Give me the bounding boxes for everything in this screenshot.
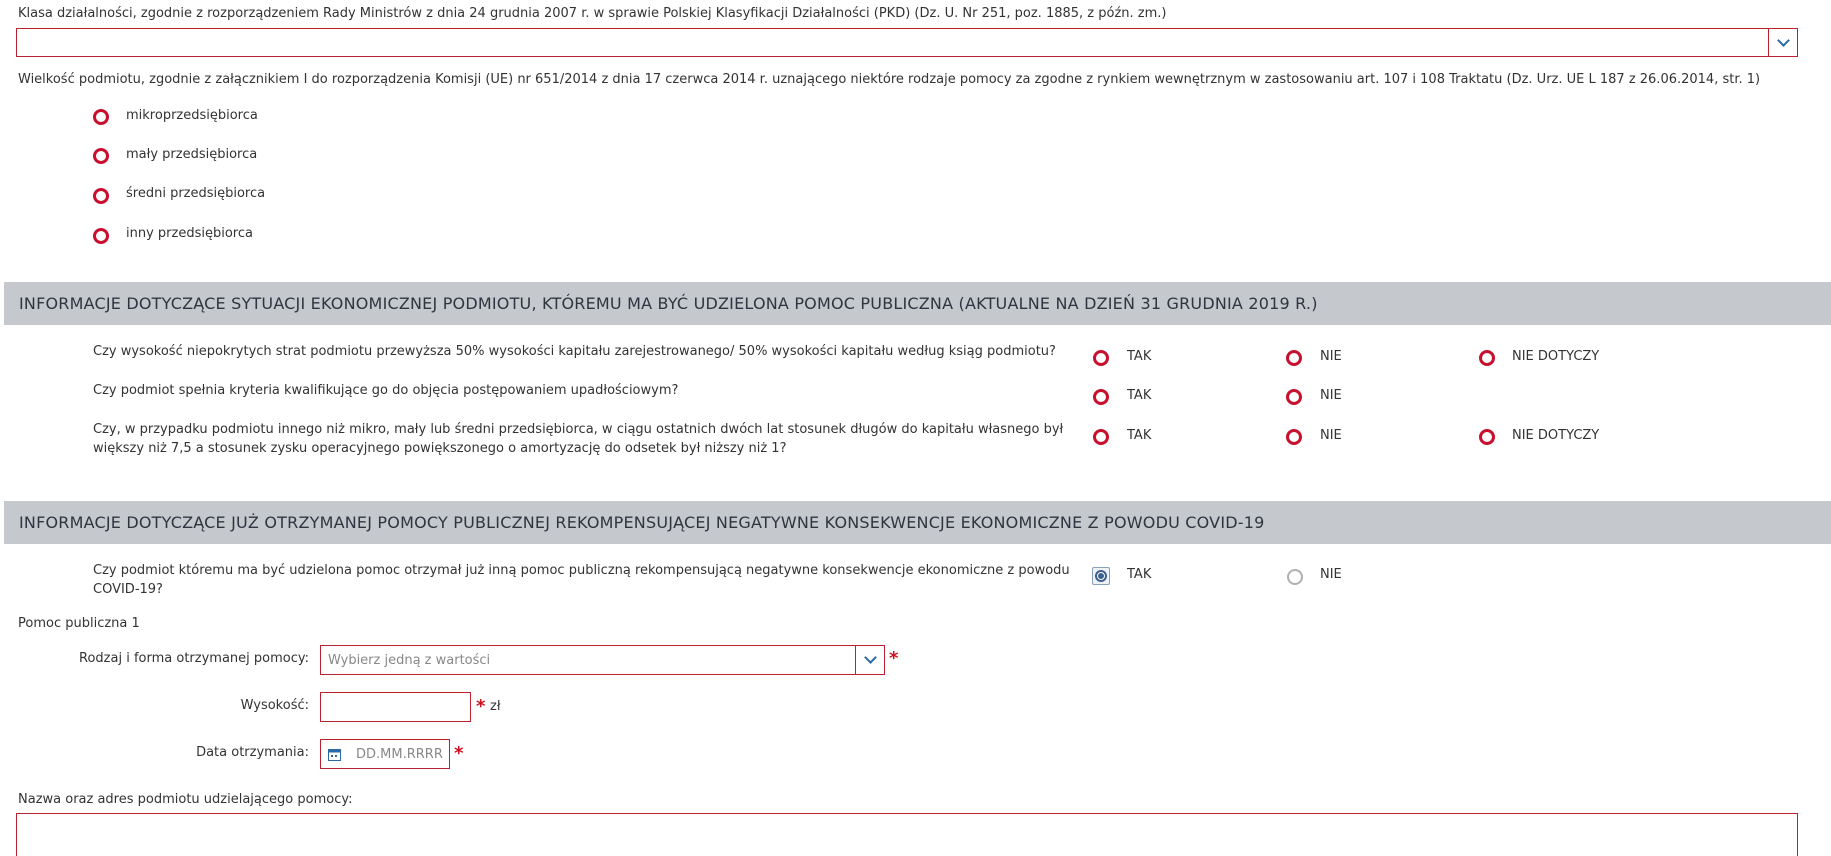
radio-q2-tak[interactable]	[1093, 389, 1109, 405]
aid-type-placeholder: Wybierz jedną z wartości	[328, 653, 491, 668]
radio-q1-nie[interactable]	[1286, 350, 1302, 366]
pkd-label: Klasa działalności, zgodnie z rozporządzeniem Rady Ministrów z dnia 24 grudnia 2007 r. w sprawie Polskiej Klasyfikacji Działalności (PKD) (Dz. U. Nr 251, poz. 1885, z późn. zm.)	[18, 6, 1167, 21]
grantor-label: Nazwa oraz adres podmiotu udzielającego pomocy:	[18, 792, 353, 807]
option-small-label: mały przedsiębiorca	[126, 147, 258, 162]
aid-date-input[interactable]	[320, 739, 450, 769]
radio-small[interactable]	[93, 148, 109, 164]
aid-heading: Pomoc publiczna 1	[18, 616, 140, 631]
radio-q1-nie-dotyczy[interactable]	[1479, 350, 1495, 366]
question-debt-ratio-line2: większy niż 7,5 a stosunek zysku operacyjnego powiększonego o amortyzację do odsetek był niższy niż 1?	[93, 441, 787, 456]
size-label: Wielkość podmiotu, zgodnie z załącznikiem I do rozporządzenia Komisji (UE) nr 651/2014 z dnia 17 czerwca 2014 r. uznającego niektóre rodzaje pomocy za zgodne z rynkiem wewnętrznym w zastosowaniu art. 107 i 108 Traktatu (Dz. Urz. UE L 187 z 26.06.2014, str. 1)	[18, 72, 1761, 87]
radio-received-aid-nie[interactable]	[1287, 569, 1303, 585]
question-received-aid-line2: COVID-19?	[93, 582, 163, 597]
required-marker: *	[476, 696, 486, 717]
radio-q3-nie[interactable]	[1286, 429, 1302, 445]
aid-date-placeholder: DD.MM.RRRR	[356, 747, 443, 762]
radio-q3-tak[interactable]	[1093, 429, 1109, 445]
question-losses: Czy wysokość niepokrytych strat podmiotu przewyższa 50% wysokości kapitału zarejestrowanego/ 50% wysokości kapitału według ksiąg podmiotu?	[93, 344, 1056, 359]
radio-micro[interactable]	[93, 109, 109, 125]
chevron-down-icon[interactable]	[1768, 29, 1797, 56]
q1-nie-dotyczy-label: NIE DOTYCZY	[1512, 349, 1600, 364]
q2-tak-label: TAK	[1127, 388, 1152, 403]
section-received-aid-title: INFORMACJE DOTYCZĄCE JUŻ OTRZYMANEJ POMOCY PUBLICZNEJ REKOMPENSUJĄCEJ NEGATYWNE KONSEKWENCJE EKONOMICZNE Z POWODU COVID-19	[19, 513, 1265, 532]
section-economic-situation-title: INFORMACJE DOTYCZĄCE SYTUACJI EKONOMICZNEJ PODMIOTU, KTÓREMU MA BYĆ UDZIELONA POMOC PUBLICZNA (AKTUALNE NA DZIEŃ 31 GRUDNIA 2019 R.)	[19, 294, 1318, 313]
q2-nie-label: NIE	[1320, 388, 1342, 403]
q1-tak-label: TAK	[1127, 349, 1152, 364]
q1-nie-label: NIE	[1320, 349, 1342, 364]
aid-type-label: Rodzaj i forma otrzymanej pomocy:	[79, 651, 309, 666]
radio-q3-nie-dotyczy[interactable]	[1479, 429, 1495, 445]
q3-nie-dotyczy-label: NIE DOTYCZY	[1512, 428, 1600, 443]
question-debt-ratio-line1: Czy, w przypadku podmiotu innego niż mikro, mały lub średni przedsiębiorca, w ciągu ostatnich dwóch lat stosunek długów do kapitału własnego był	[93, 422, 1064, 437]
option-medium-label: średni przedsiębiorca	[126, 186, 266, 201]
radio-other[interactable]	[93, 228, 109, 244]
radio-medium[interactable]	[93, 188, 109, 204]
pkd-select[interactable]	[16, 28, 1798, 57]
aid-amount-label: Wysokość:	[240, 698, 309, 713]
aid-amount-input[interactable]	[320, 692, 471, 722]
question-bankruptcy: Czy podmiot spełnia kryteria kwalifikujące go do objęcia postępowaniem upadłościowym?	[93, 383, 679, 398]
received-aid-tak-label: TAK	[1127, 567, 1152, 582]
radio-q2-nie[interactable]	[1286, 389, 1302, 405]
radio-received-aid-tak[interactable]	[1092, 567, 1110, 585]
aid-type-select[interactable]	[320, 645, 885, 675]
q3-nie-label: NIE	[1320, 428, 1342, 443]
received-aid-nie-label: NIE	[1320, 567, 1342, 582]
chevron-down-icon[interactable]	[855, 646, 884, 674]
calendar-icon[interactable]	[328, 748, 341, 761]
currency-label: zł	[490, 699, 501, 714]
section-received-aid-header	[4, 501, 1831, 544]
required-marker: *	[454, 743, 464, 764]
grantor-textarea[interactable]	[16, 813, 1798, 856]
aid-date-label: Data otrzymania:	[196, 745, 309, 760]
option-other-label: inny przedsiębiorca	[126, 226, 253, 241]
q3-tak-label: TAK	[1127, 428, 1152, 443]
section-economic-situation-header	[4, 282, 1831, 325]
question-received-aid-line1: Czy podmiot któremu ma być udzielona pomoc otrzymał już inną pomoc publiczną rekompensującą negatywne konsekwencje ekonomiczne z powodu	[93, 563, 1070, 578]
radio-q1-tak[interactable]	[1093, 350, 1109, 366]
required-marker: *	[889, 648, 899, 669]
option-micro-label: mikroprzedsiębiorca	[126, 108, 258, 123]
